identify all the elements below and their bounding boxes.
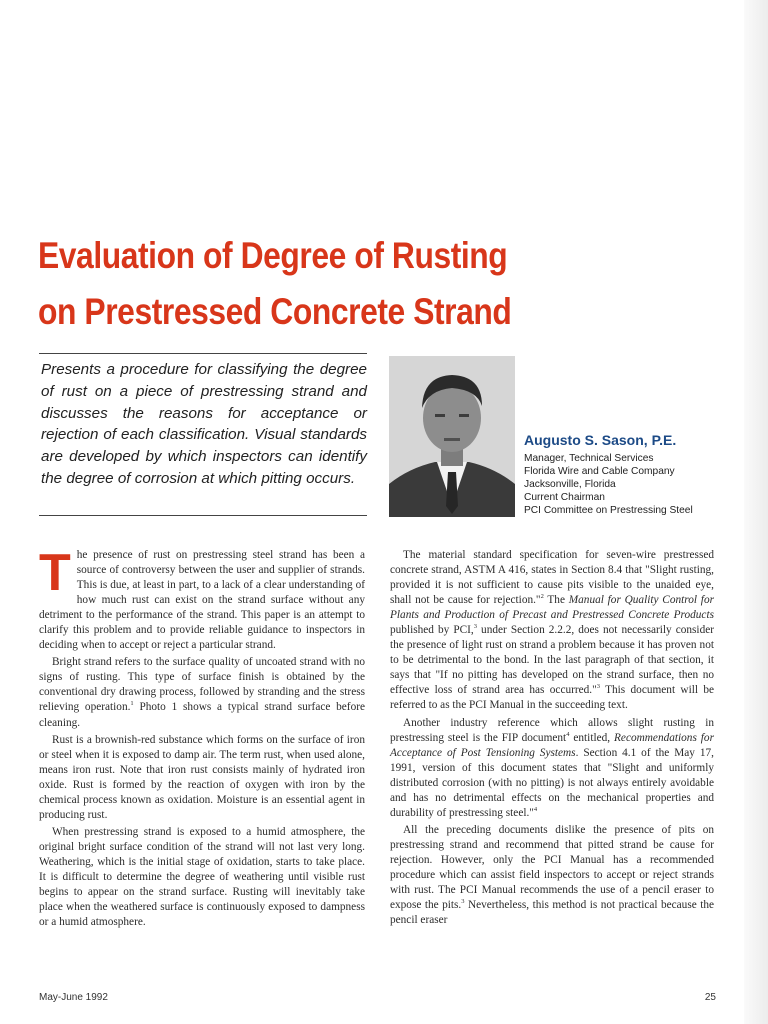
author-location: Jacksonville, Florida [524, 479, 616, 490]
title-line-1: Evaluation of Degree of Rusting [38, 235, 508, 276]
paragraph [390, 548, 714, 714]
article-title [38, 228, 606, 340]
reference-marker: 4 [533, 806, 538, 814]
paragraph-text: The material standard specification for seven-wire prestressed concrete strand, ASTM A 416, states in Section 8.4 that "Slight rusting, provided it is not sufficient to cause pits visible to the unaided eye, shall not be cause for rejection." [390, 549, 714, 607]
paragraph-text: entitled, [569, 731, 615, 744]
author-block [524, 432, 739, 517]
abstract-rule-bottom [39, 515, 367, 516]
document-title: Manual for Quality Control for Plants and Production of Precast and Prestressed Concrete Products [390, 594, 714, 622]
paragraph-text: This document will be referred to as the PCI Manual in the succeeding text. [390, 684, 714, 712]
footer-date: May-June 1992 [39, 992, 108, 1003]
paragraph-text: The [543, 594, 569, 607]
author-name: Augusto S. Sason, P.E. [524, 432, 677, 448]
reference-marker: 3 [596, 683, 600, 691]
drop-cap: T [39, 544, 71, 602]
paragraph [390, 716, 714, 821]
paragraph-text: Nevertheless, this method is not practical because the pencil eraser [390, 899, 714, 927]
author-company: Florida Wire and Cable Company [524, 466, 675, 477]
title-line-2: on Prestressed Concrete Strand [38, 291, 512, 332]
body-column-right [390, 548, 714, 930]
page-edge [744, 0, 768, 1024]
paragraph [39, 655, 365, 730]
paragraph-text: published by PCI, [390, 624, 474, 637]
paragraph [390, 823, 714, 928]
reference-marker: 4 [566, 730, 570, 738]
paragraph-text: Another industry reference which allows slight rusting in prestressing steel is the FIP document [390, 716, 714, 744]
paragraph-text: under Section 2.2.2, does not necessarily consider the presence of light rust on strand a problem because it has proven not to be detrimental to the bond. In the last paragraph of that section, it says that "If no pitting has developed on the strand surface, then no effective loss of strand area has occurred." [390, 624, 714, 697]
page-number: 25 [704, 992, 716, 1003]
document-title: Recommendations for Acceptance of Post Tensioning Systems [390, 731, 714, 759]
author-portrait-icon [389, 356, 515, 517]
paragraph-text: All the preceding documents dislike the presence of pits on prestressing strand and recommend that pitted strand be cause for rejection. However, only the PCI Manual has a recommended procedure which can assist field inspectors to accept or reject strands with rust. The PCI Manual recommends the use of a pencil eraser to expose the pits. [390, 823, 714, 912]
author-title: Manager, Technical Services [524, 453, 654, 464]
reference-marker: 3 [473, 623, 477, 631]
paragraph-text: . Section 4.1 of the May 17, 1991, version of this document states that "Slight and uniformly distributed corrosion (with no pitting) is not always entirely avoidable and has no detrimental effects on the mechanical properties and durability of prestressing steel." [390, 746, 714, 819]
author-committee: PCI Committee on Prestressing Steel [524, 505, 693, 516]
paragraph-text: Bright strand refers to the surface quality of uncoated strand with no signs of rusting. This type of surface finish is obtained by the conventional dry drawing process, followed by stranding and the stress relieving operation. [39, 656, 365, 714]
body-column-left [39, 544, 365, 932]
reference-marker: 2 [540, 593, 544, 601]
author-role: Current Chairman [524, 492, 605, 503]
paragraph [39, 544, 365, 653]
paragraph: Rust is a brownish-red substance which forms on the surface of iron or steel when it is exposed to damp air. The term rust, when used alone, means iron rust. Note that iron rust consists mainly of hydrated iron oxide. Rust is formed by the reaction of oxygen with iron by the chemical process known as oxidation. Moisture is an essential agent in producing rust. [39, 733, 365, 821]
author-photo [389, 356, 515, 517]
paragraph-text: Photo 1 shows a typical strand surface before cleaning. [39, 701, 365, 729]
reference-marker: 1 [130, 700, 134, 708]
reference-marker: 3 [461, 898, 465, 906]
abstract-rule-top [39, 353, 367, 354]
paragraph-text: he presence of rust on prestressing steel strand has been a source of controversy between the user and supplier of strands. This is due, at least in part, to a lack of a clear understanding of how much rust can exist on the strand surface without any detriment to the performance of the strand. This paper is an attempt to clarify this problem and to provide reliable guidance to inspectors in deciding when to accept or reject a particular strand. [39, 549, 365, 652]
abstract: Presents a procedure for classifying the degree of rust on a piece of prestressing strand and discusses the reasons for acceptance or rejection of each classification. Visual standards are developed by which inspectors can identify the degree of corrosion at which pitting occurs. [41, 361, 367, 487]
paragraph: When prestressing strand is exposed to a humid atmosphere, the original bright surface condition of the strand will not last very long. Weathering, which is the initial stage of oxidation, starts to take place. It is difficult to determine the degree of weathering until visible rust begins to appear on the strand surface. Rusting will inevitably take place when the weathered surface is continuously exposed to dampness or a humid atmosphere. [39, 825, 365, 929]
